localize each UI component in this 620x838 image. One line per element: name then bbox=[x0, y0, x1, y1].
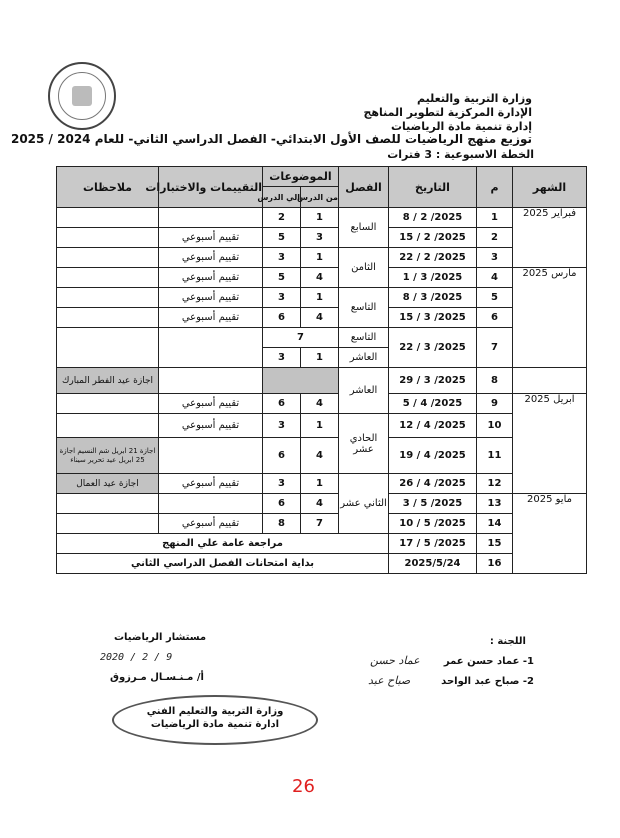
central-admin-name: الإدارة المركزية لتطوير المناهج bbox=[363, 106, 532, 119]
row-number: 6 bbox=[477, 308, 513, 328]
row-number: 5 bbox=[477, 288, 513, 308]
row-date: 2025/ 3 / 1 bbox=[389, 268, 477, 288]
holiday-shaded-cell bbox=[263, 368, 339, 394]
assessment-cell: تقييم أسبوعي bbox=[159, 288, 263, 308]
notes-cell bbox=[57, 328, 159, 368]
row-date: 2025/ 3 / 8 bbox=[389, 288, 477, 308]
topic-to: 6 bbox=[263, 308, 301, 328]
topic-merged: 7 bbox=[263, 328, 339, 348]
holiday-note: اجازة 21 ابريل شم النسيم اجازة 25 ابريل عيد تحرير سيناء bbox=[57, 438, 159, 474]
assessment-cell: تقييم أسبوعي bbox=[159, 248, 263, 268]
topic-to: 3 bbox=[263, 348, 301, 368]
stamp-line-2: ادارة تنمية مادة الرياضيات bbox=[150, 719, 280, 730]
topic-to: 3 bbox=[263, 248, 301, 268]
document-title: توزيع منهج الرياضيات للصف الأول الابتدائي- الفصل الدراسي الثاني- للعام 2024 / 2025 bbox=[10, 132, 532, 146]
assessment-cell: تقييم أسبوعي bbox=[159, 228, 263, 248]
chapter-cell: التاسع bbox=[339, 288, 389, 328]
assessment-cell: تقييم أسبوعي bbox=[159, 394, 263, 414]
topic-from: 1 bbox=[301, 248, 339, 268]
table-row bbox=[57, 308, 587, 328]
assessment-cell bbox=[159, 494, 263, 514]
table-row bbox=[57, 514, 587, 534]
committee-member-2: 2- صباح عبد الواحد bbox=[441, 676, 534, 687]
table-row bbox=[57, 414, 587, 438]
topic-from: 4 bbox=[301, 438, 339, 474]
row-number: 10 bbox=[477, 414, 513, 438]
header-topic-to: الي الدرس bbox=[263, 187, 301, 208]
row-date: 2025/5/24 bbox=[389, 554, 477, 574]
row-number: 2 bbox=[477, 228, 513, 248]
header-date: التاريخ bbox=[389, 167, 477, 208]
topic-from: 1 bbox=[301, 348, 339, 368]
row-number: 12 bbox=[477, 474, 513, 494]
chapter-cell: العاشر bbox=[339, 368, 389, 414]
assessment-cell: تقييم أسبوعي bbox=[159, 514, 263, 534]
topic-to: 3 bbox=[263, 414, 301, 438]
notes-cell bbox=[57, 228, 159, 248]
row-date: 2025/ 4 / 26 bbox=[389, 474, 477, 494]
topic-from: 1 bbox=[301, 474, 339, 494]
table-row bbox=[57, 368, 587, 394]
ministry-name: وزارة التربية والتعليم bbox=[417, 92, 532, 105]
row-number: 7 bbox=[477, 328, 513, 368]
chapter-cell: التاسع bbox=[339, 328, 389, 348]
row-date: 2025/ 5 / 10 bbox=[389, 514, 477, 534]
month-cell: ابريل 2025 bbox=[513, 394, 587, 494]
assessment-cell bbox=[159, 328, 263, 368]
member-2-signature: صباح عبد bbox=[368, 674, 411, 687]
row-date: 2025/ 3 / 22 bbox=[389, 328, 477, 368]
row-number: 16 bbox=[477, 554, 513, 574]
row-date: 2025/ 2 / 8 bbox=[389, 208, 477, 228]
month-cell: مايو 2025 bbox=[513, 494, 587, 574]
topic-from: 1 bbox=[301, 414, 339, 438]
table-row bbox=[57, 494, 587, 514]
consultant-signature-date: 2020 / 2 / 9 bbox=[100, 652, 173, 663]
topic-to: 3 bbox=[263, 474, 301, 494]
row-date: 2025/ 5 / 3 bbox=[389, 494, 477, 514]
row-date: 2025/ 5 / 17 bbox=[389, 534, 477, 554]
topic-from: 1 bbox=[301, 208, 339, 228]
header-month: الشهر bbox=[513, 167, 587, 208]
topic-to: 3 bbox=[263, 288, 301, 308]
review-cell: مراجعة عامة علي المنهج bbox=[57, 534, 389, 554]
chapter-cell: الثامن bbox=[339, 248, 389, 288]
math-admin-name: إدارة تنمية مادة الرياضيات bbox=[390, 120, 532, 133]
row-date: 2025/ 3 / 29 bbox=[389, 368, 477, 394]
topic-from: 1 bbox=[301, 288, 339, 308]
table-row bbox=[57, 534, 587, 554]
notes-cell bbox=[57, 494, 159, 514]
header-notes: ملاحظات bbox=[57, 167, 159, 208]
table-row bbox=[57, 268, 587, 288]
page-number: 26 bbox=[292, 776, 315, 797]
table-row bbox=[57, 328, 587, 348]
chapter-cell: الثاني عشر bbox=[339, 474, 389, 534]
table-row bbox=[57, 248, 587, 268]
topic-from: 3 bbox=[301, 228, 339, 248]
row-number: 13 bbox=[477, 494, 513, 514]
topic-from: 4 bbox=[301, 394, 339, 414]
row-number: 3 bbox=[477, 248, 513, 268]
topic-to: 5 bbox=[263, 228, 301, 248]
topic-from: 4 bbox=[301, 494, 339, 514]
table-row bbox=[57, 474, 587, 494]
holiday-note: اجازة عيد العمال bbox=[57, 474, 159, 494]
month-cell: فبراير 2025 bbox=[513, 208, 587, 268]
row-number: 1 bbox=[477, 208, 513, 228]
notes-cell bbox=[57, 268, 159, 288]
assessment-cell bbox=[159, 438, 263, 474]
chapter-cell: الحادي عشر bbox=[339, 414, 389, 474]
row-date: 2025/ 4 / 19 bbox=[389, 438, 477, 474]
topic-to: 2 bbox=[263, 208, 301, 228]
assessment-cell bbox=[159, 368, 263, 394]
header-chapter: الفصل bbox=[339, 167, 389, 208]
consultant-title: مستشار الرياضيات bbox=[114, 632, 207, 643]
chapter-cell: السابع bbox=[339, 208, 389, 248]
table-row bbox=[57, 228, 587, 248]
header-assessments: التقييمات والاختبارات bbox=[159, 167, 263, 208]
notes-cell bbox=[57, 414, 159, 438]
header-num: م bbox=[477, 167, 513, 208]
committee-member-1: 1- عماد حسن عمر bbox=[443, 656, 534, 667]
table-row bbox=[57, 438, 587, 474]
row-number: 9 bbox=[477, 394, 513, 414]
notes-cell bbox=[57, 514, 159, 534]
table-row bbox=[57, 208, 587, 228]
topic-to: 5 bbox=[263, 268, 301, 288]
topic-from: 7 bbox=[301, 514, 339, 534]
row-date: 2025/ 3 / 15 bbox=[389, 308, 477, 328]
notes-cell bbox=[57, 248, 159, 268]
table-row bbox=[57, 394, 587, 414]
topic-from: 4 bbox=[301, 268, 339, 288]
row-number: 15 bbox=[477, 534, 513, 554]
row-number: 14 bbox=[477, 514, 513, 534]
table-row bbox=[57, 288, 587, 308]
holiday-note: اجازة عيد الفطر المبارك bbox=[57, 368, 159, 394]
table-header-row bbox=[57, 167, 587, 187]
committee-label: اللجنة : bbox=[489, 636, 526, 647]
assessment-cell: تقييم أسبوعي bbox=[159, 474, 263, 494]
member-1-signature: عماد حسن bbox=[370, 654, 420, 667]
curriculum-table bbox=[56, 166, 587, 574]
ministry-logo bbox=[48, 62, 116, 130]
header-topics: الموضوعات bbox=[263, 167, 339, 187]
notes-cell bbox=[57, 208, 159, 228]
official-stamp bbox=[112, 695, 318, 745]
topic-from: 4 bbox=[301, 308, 339, 328]
row-number: 11 bbox=[477, 438, 513, 474]
chapter-cell: العاشر bbox=[339, 348, 389, 368]
notes-cell bbox=[57, 308, 159, 328]
assessment-cell: تقييم أسبوعي bbox=[159, 268, 263, 288]
row-date: 2025/ 4 / 5 bbox=[389, 394, 477, 414]
header-topic-from: من الدرس bbox=[301, 187, 339, 208]
row-number: 4 bbox=[477, 268, 513, 288]
stamp-line-1: وزارة التربية والتعليم الفني bbox=[146, 706, 284, 717]
consultant-name: أ/ مـنـسـال مـرزوق bbox=[110, 672, 204, 683]
row-date: 2025/ 2 / 15 bbox=[389, 228, 477, 248]
document-subtitle: الخطة الاسبوعية : 3 فترات bbox=[387, 148, 534, 161]
assessment-cell: تقييم أسبوعي bbox=[159, 308, 263, 328]
exams-cell: بداية امتحانات الفصل الدراسي الثاني bbox=[57, 554, 389, 574]
notes-cell bbox=[57, 288, 159, 308]
topic-to: 8 bbox=[263, 514, 301, 534]
topic-to: 6 bbox=[263, 438, 301, 474]
row-number: 8 bbox=[477, 368, 513, 394]
assessment-cell: تقييم أسبوعي bbox=[159, 414, 263, 438]
month-cell: مارس 2025 bbox=[513, 268, 587, 368]
table-row bbox=[57, 554, 587, 574]
row-date: 2025/ 2 / 22 bbox=[389, 248, 477, 268]
notes-cell bbox=[57, 394, 159, 414]
topic-to: 6 bbox=[263, 494, 301, 514]
month-cell-empty bbox=[513, 368, 587, 394]
row-date: 2025/ 4 / 12 bbox=[389, 414, 477, 438]
topic-to: 6 bbox=[263, 394, 301, 414]
assessment-cell bbox=[159, 208, 263, 228]
